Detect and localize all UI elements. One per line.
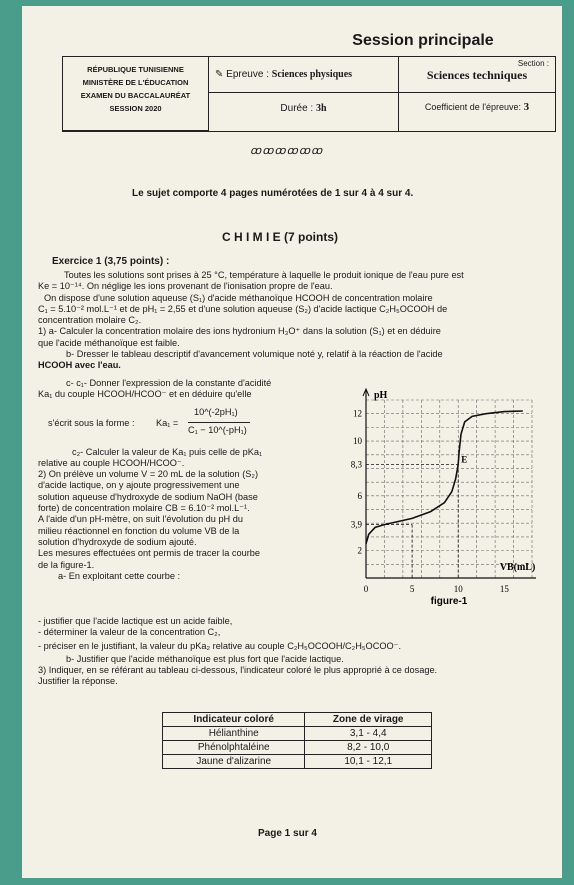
header-table	[62, 56, 556, 132]
ministry-block	[63, 57, 209, 131]
y-tick-label: 10	[353, 436, 362, 447]
epreuve-value: Sciences physiques	[271, 69, 353, 80]
table-cell: Jaune d'alizarine	[163, 755, 305, 769]
indicator-table	[162, 712, 432, 769]
text-line: 1) a- Calculer la concentration molaire des ions hydronium H₃O⁺ dans la solution (S₁) et en déduire	[38, 326, 441, 337]
x-axis-label: VB(mL)	[499, 562, 536, 573]
table-cell: 8,2 - 10,0	[305, 741, 432, 755]
table-header: Indicateur coloré	[163, 713, 305, 727]
ph-curve-line	[366, 411, 523, 544]
text-line: - préciser en le justifiant, la valeur du pKa₂ relative au couple C₂H₅OCOOH/C₂H₅OCOO⁻.	[38, 640, 402, 651]
session-year-line: SESSION 2020	[109, 104, 162, 113]
table-cell: 3,1 - 4,4	[305, 727, 432, 741]
text-line: solution d'hydroxyde de sodium ajouté.	[38, 536, 197, 547]
bottom-questions	[38, 616, 550, 688]
text-line: 2) On prélève un volume V = 20 mL de la solution (S₂)	[38, 469, 259, 480]
coef-cell	[399, 93, 555, 131]
x-tick-label: 10	[453, 584, 463, 594]
duree-cell	[209, 93, 399, 131]
y-axis-label: pH	[374, 390, 388, 401]
text-line: c₂- Calculer la valeur de Ka₁ puis celle de pKa₁	[72, 446, 263, 457]
text-line: 3) Indiquer, en se référant au tableau ci-dessous, l'indicateur coloré le plus approprié à ce dosage.	[38, 665, 438, 676]
text-line: relative au couple HCOOH/HCOO⁻.	[38, 457, 185, 468]
equivalence-point-label: E	[461, 454, 468, 465]
text-line: concentration molaire C₂.	[38, 315, 142, 326]
text-line: Toutes les solutions sont prises à 25 °C, température à laquelle le produit ionique de l'eau pure est	[64, 270, 464, 280]
epreuve-cell	[209, 57, 399, 93]
text-line: d'acide lactique, on y ajoute progressivement une	[38, 480, 240, 491]
formula-prefix: s'écrit sous la forme :	[48, 417, 135, 428]
text-line: Les mesures effectuées ont permis de tracer la courbe	[38, 548, 260, 559]
text-line: On dispose d'une solution aqueuse (S₁) d'acide méthanoïque HCOOH de concentration molaire	[44, 292, 433, 303]
coef-label: Coefficient de l'épreuve:	[424, 102, 522, 112]
table-cell: Hélianthine	[163, 727, 305, 741]
x-tick-label: 15	[499, 584, 509, 594]
x-tick-label: 0	[363, 584, 369, 594]
formula-lhs: Ka₁ =	[156, 417, 179, 428]
text-line: de la figure-1.	[38, 559, 95, 570]
text-line: - déterminer la valeur de la concentration C₂,	[38, 627, 221, 638]
text-line: forte) de concentration molaire CB = 6.10⁻² mol.L⁻¹.	[38, 503, 250, 514]
formula-denominator: C₁ − 10^(-pH₁)	[188, 424, 247, 435]
section-label: Section :	[517, 59, 549, 68]
exercise-title: Exercice 1 (3,75 points) :	[52, 256, 170, 267]
text-line: A l'aide d'un pH-mètre, on suit l'évolution du pH du	[38, 514, 243, 525]
session-title: Session principale	[352, 32, 494, 49]
table-row	[163, 727, 432, 741]
exam-sheet	[22, 6, 562, 878]
exam-line: EXAMEN DU BACCALAURÉAT	[80, 91, 191, 100]
chart-title: figure-1	[430, 596, 468, 606]
text-line: Ke = 10⁻¹⁴. On néglige les ions provenant de l'ionisation propre de l'eau.	[38, 281, 333, 292]
y-tick-label: 12	[353, 408, 362, 419]
ph-curve-chart	[318, 378, 544, 606]
text-line: - justifier que l'acide lactique est un acide faible,	[38, 616, 233, 626]
formula-numerator: 10^(-2pH₁)	[194, 406, 238, 417]
y-tick-label: 3,9	[350, 519, 362, 530]
section-heading: C H I M I E (7 points)	[222, 230, 338, 244]
text-line: b- Dresser le tableau descriptif d'avancement volumique noté y, relatif à la réaction de l'acide	[66, 349, 443, 360]
y-tick-label: 6	[357, 490, 362, 501]
coef-value: 3	[523, 101, 530, 113]
text-line: C₁ = 5.10⁻² mol.L⁻¹ et de pH₁ = 2,55 et d'une solution aqueuse (S₂) d'acide lactique C₂H₅OCOOH de	[38, 303, 448, 314]
duree-label: Durée :	[280, 103, 314, 114]
pen-icon: ✎	[215, 69, 224, 80]
text-line: a- En exploitant cette courbe :	[58, 570, 181, 581]
x-tick-label: 5	[409, 584, 415, 594]
text-line: HCOOH avec l'eau.	[38, 360, 121, 371]
table-cell: Phénolphtaléine	[163, 741, 305, 755]
ministry-line: MINISTÈRE DE L'ÉDUCATION	[82, 78, 189, 87]
text-line: Justifier la réponse.	[38, 676, 118, 687]
text-line: c- c₁- Donner l'expression de la constante d'acidité	[66, 378, 272, 388]
decor-glyphs: ꝏꝏꝏꝏꝏꝏ	[250, 145, 324, 157]
duree-value: 3h	[316, 103, 327, 114]
page-footer: Page 1 sur 4	[258, 828, 317, 839]
text-line: que l'acide méthanoïque est faible.	[38, 337, 180, 348]
republic-line: RÉPUBLIQUE TUNISIENNE	[87, 65, 184, 74]
epreuve-label: Epreuve :	[226, 69, 269, 80]
intro-paragraphs	[38, 270, 550, 372]
fraction-bar	[188, 422, 250, 423]
intro-text: Le sujet comporte 4 pages numérotées de 1 sur 4 à 4 sur 4.	[132, 188, 414, 199]
y-tick-label: 2	[357, 545, 362, 556]
formula-block	[38, 401, 338, 447]
table-row	[163, 741, 432, 755]
left-column	[38, 378, 338, 582]
section-cell	[399, 57, 555, 93]
text-line: solution aqueuse d'hydroxyde de sodium NaOH (base	[38, 491, 258, 502]
table-row	[163, 755, 432, 769]
text-line: Ka₁ du couple HCOOH/HCOO⁻ et en déduire qu'elle	[38, 389, 252, 400]
table-header: Zone de virage	[305, 713, 432, 727]
y-tick-label: 8,3	[350, 459, 362, 470]
section-value: Sciences techniques	[426, 68, 528, 82]
table-header-row	[163, 713, 432, 727]
text-line: milieu réactionnel en fonction du volume VB de la	[38, 525, 240, 536]
text-line: b- Justifier que l'acide méthanoïque est plus fort que l'acide lactique.	[66, 653, 344, 664]
table-cell: 10,1 - 12,1	[305, 755, 432, 769]
